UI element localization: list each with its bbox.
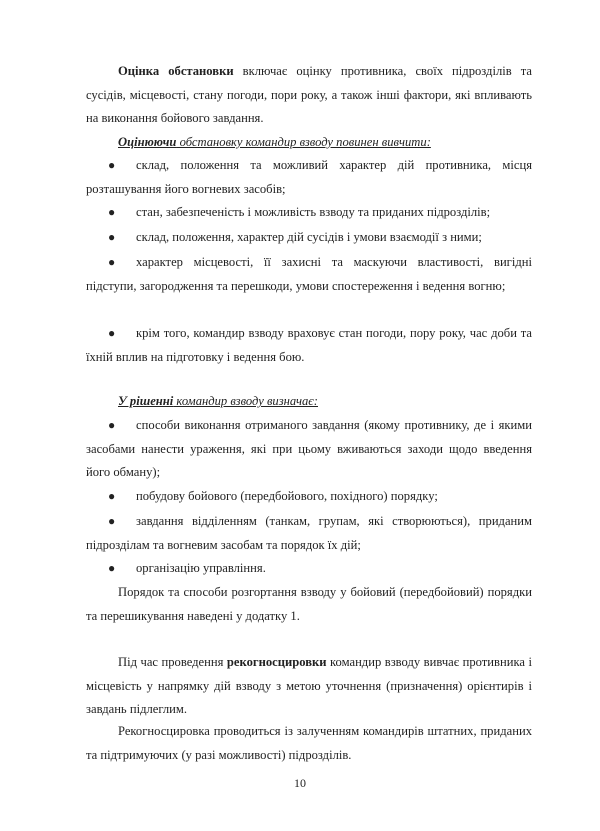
list-item-text: характер місцевості, її захисні та маскуючи властивості, вигідні підступи, загородження та перешкоди, умови спостереження і ведення вогню; <box>86 255 532 293</box>
list-item-text: побудову бойового (передбойового, похідного) порядку; <box>136 489 438 503</box>
bullet-icon: ● <box>108 326 116 340</box>
term-reconnaissance: рекогносцировки <box>226 655 327 669</box>
list-item <box>86 510 532 557</box>
bullet-icon: ● <box>108 514 116 528</box>
bullet-icon: ● <box>108 418 116 432</box>
heading-assessing-bold: Оцінюючи <box>118 135 177 149</box>
heading-decision <box>86 390 532 414</box>
paragraph-text: командир взводу вивчає противника і місцевість у напрямку дій взводу з метою уточнення (призначення) орієнтирів і завдань підлеглим. <box>86 655 532 716</box>
list-item <box>86 226 532 250</box>
heading-assessing-text: обстановку командир взводу повинен вивчити: <box>176 135 431 149</box>
list-item-text: крім того, командир взводу враховує стан погоди, пору року, час доби та їхній вплив на підготовку і ведення бою. <box>86 326 532 364</box>
heading-decision-bold: У рішенні <box>118 394 174 408</box>
list-item <box>86 322 532 369</box>
heading-decision-text: командир взводу визначає: <box>173 394 318 408</box>
paragraph-reconnaissance <box>86 651 532 722</box>
list-item-text: способи виконання отриманого завдання (якому противнику, де і якими засобами нанести ураження, які при цьому вживаються заходи щодо введення його обману); <box>86 418 532 479</box>
list-item-text: організацію управління. <box>136 561 266 575</box>
list-item <box>86 557 532 581</box>
paragraph-reconnaissance-participants: Рекогносцировка проводиться із залученням командирів штатних, приданих та підтримуючих (у разі можливості) підрозділів. <box>86 724 532 762</box>
bullet-icon: ● <box>108 561 116 575</box>
list-item-text: завдання відділенням (танкам, групам, які створюються), приданим підрозділам та вогневим засобам та порядок їх дій; <box>86 514 532 552</box>
paragraph-text: Під час проведення <box>118 655 227 669</box>
bullet-icon: ● <box>108 489 116 503</box>
bullet-icon: ● <box>108 255 116 269</box>
list-item <box>86 201 532 225</box>
list-item-text: склад, положення, характер дій сусідів і умови взаємодії з ними; <box>136 230 482 244</box>
list-item-text: стан, забезпеченість і можливість взводу та приданих підрозділів; <box>136 205 491 219</box>
list-item-text: склад, положення та можливий характер дій противника, місця розташування його вогневих засобів; <box>86 158 532 196</box>
paragraph-text: включає оцінку противника, своїх підрозділів та сусідів, місцевості, стану погоди, пори року, а також інші фактори, які впливають на виконання бойового завдання. <box>86 64 532 125</box>
paragraph-deployment: Порядок та способи розгортання взводу у бойовий (передбойовий) порядки та перешикування наведені у додатку 1. <box>86 585 532 623</box>
heading-assessing <box>86 131 532 155</box>
page-number: 10 <box>294 776 306 790</box>
list-item <box>86 414 532 485</box>
list-item <box>86 251 532 298</box>
bullet-icon: ● <box>108 205 116 219</box>
bullet-icon: ● <box>108 230 116 244</box>
paragraph-situation-assessment <box>86 60 532 131</box>
bullet-icon: ● <box>108 158 116 172</box>
term-situation-assessment: Оцінка обстановки <box>118 64 234 78</box>
list-item <box>86 485 532 509</box>
list-item <box>86 154 532 201</box>
